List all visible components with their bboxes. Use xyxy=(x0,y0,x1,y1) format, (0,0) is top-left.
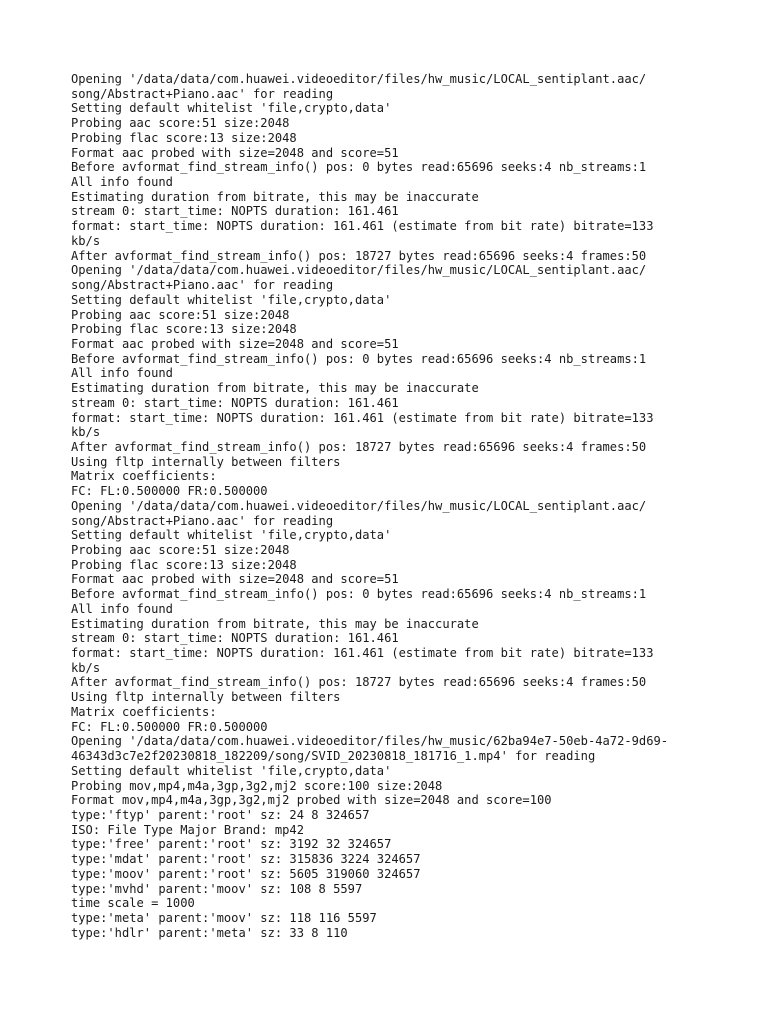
log-line: FC: FL:0.500000 FR:0.500000 xyxy=(71,719,268,734)
log-line: type:'mdat' parent:'root' sz: 315836 3224 324657 xyxy=(71,852,421,867)
log-line: type:'moov' parent:'root' sz: 5605 319060 324657 xyxy=(71,866,421,881)
log-line: Opening '/data/data/com.huawei.videoeditor/files/hw_music/LOCAL_sentiplant.aac/ xyxy=(71,498,647,513)
log-line: Estimating duration from bitrate, this may be inaccurate xyxy=(71,381,479,396)
log-line: Estimating duration from bitrate, this may be inaccurate xyxy=(71,189,479,204)
log-line: format: start_time: NOPTS duration: 161.461 (estimate from bit rate) bitrate=133 xyxy=(71,410,654,425)
log-line: Opening '/data/data/com.huawei.videoeditor/files/hw_music/LOCAL_sentiplant.aac/ xyxy=(71,72,647,86)
log-line: type:'hdlr' parent:'meta' sz: 33 8 110 xyxy=(71,925,348,940)
log-line: Setting default whitelist 'file,crypto,data' xyxy=(71,101,392,116)
log-line: kb/s xyxy=(71,425,101,440)
log-line: stream 0: start_time: NOPTS duration: 161.461 xyxy=(71,204,399,219)
log-line: Probing flac score:13 size:2048 xyxy=(71,130,297,145)
log-line: kb/s xyxy=(71,233,101,248)
log-line: kb/s xyxy=(71,660,101,675)
log-line: Probing mov,mp4,m4a,3gp,3g2,mj2 score:100 size:2048 xyxy=(71,778,443,793)
log-line: Format aac probed with size=2048 and score=51 xyxy=(71,572,399,587)
log-line: Opening '/data/data/com.huawei.videoeditor/files/hw_music/LOCAL_sentiplant.aac/ xyxy=(71,263,647,278)
log-line: Format aac probed with size=2048 and score=51 xyxy=(71,336,399,351)
log-line: song/Abstract+Piano.aac' for reading xyxy=(71,86,334,101)
log-line: Setting default whitelist 'file,crypto,data' xyxy=(71,763,392,778)
log-line: Before avformat_find_stream_info() pos: 0 bytes read:65696 seeks:4 nb_streams:1 xyxy=(71,351,647,366)
log-line: type:'mvhd' parent:'moov' sz: 108 8 5597 xyxy=(71,881,363,896)
log-line: Probing flac score:13 size:2048 xyxy=(71,557,297,572)
log-line: Setting default whitelist 'file,crypto,data' xyxy=(71,292,392,307)
log-line: 46343d3c7e2f20230818_182209/song/SVID_20230818_181716_1.mp4' for reading xyxy=(71,749,596,764)
log-line: type:'free' parent:'root' sz: 3192 32 324657 xyxy=(71,837,392,852)
log-line: Probing flac score:13 size:2048 xyxy=(71,322,297,337)
log-line: All info found xyxy=(71,601,173,616)
log-line: Using fltp internally between filters xyxy=(71,454,341,469)
log-line: time scale = 1000 xyxy=(71,896,195,911)
log-line: Before avformat_find_stream_info() pos: 0 bytes read:65696 seeks:4 nb_streams:1 xyxy=(71,587,647,602)
log-line: Using fltp internally between filters xyxy=(71,690,341,705)
log-line: song/Abstract+Piano.aac' for reading xyxy=(71,278,334,293)
log-line: Format mov,mp4,m4a,3gp,3g2,mj2 probed with size=2048 and score=100 xyxy=(71,793,552,808)
log-line: type:'ftyp' parent:'root' sz: 24 8 324657 xyxy=(71,807,370,822)
log-line: Probing aac score:51 size:2048 xyxy=(71,307,290,322)
log-line: Matrix coefficients: xyxy=(71,704,217,719)
log-line: format: start_time: NOPTS duration: 161.461 (estimate from bit rate) bitrate=133 xyxy=(71,219,654,234)
log-line: Opening '/data/data/com.huawei.videoeditor/files/hw_music/62ba94e7-50eb-4a72-9d69- xyxy=(71,734,669,749)
log-line: After avformat_find_stream_info() pos: 18727 bytes read:65696 seeks:4 frames:50 xyxy=(71,248,647,263)
log-line: All info found xyxy=(71,366,173,381)
log-line: stream 0: start_time: NOPTS duration: 161.461 xyxy=(71,395,399,410)
log-line: stream 0: start_time: NOPTS duration: 161.461 xyxy=(71,631,399,646)
log-line: type:'meta' parent:'moov' sz: 118 116 5597 xyxy=(71,910,377,925)
log-line: format: start_time: NOPTS duration: 161.461 (estimate from bit rate) bitrate=133 xyxy=(71,646,654,661)
log-line: Format aac probed with size=2048 and score=51 xyxy=(71,145,399,160)
log-line: Estimating duration from bitrate, this may be inaccurate xyxy=(71,616,479,631)
log-line: After avformat_find_stream_info() pos: 18727 bytes read:65696 seeks:4 frames:50 xyxy=(71,675,647,690)
log-line: Matrix coefficients: xyxy=(71,469,217,484)
log-text xyxy=(71,72,731,940)
log-line: Probing aac score:51 size:2048 xyxy=(71,116,290,131)
log-line: song/Abstract+Piano.aac' for reading xyxy=(71,513,334,528)
log-line: All info found xyxy=(71,175,173,190)
log-line: Probing aac score:51 size:2048 xyxy=(71,543,290,557)
log-line: After avformat_find_stream_info() pos: 18727 bytes read:65696 seeks:4 frames:50 xyxy=(71,439,647,454)
log-line: FC: FL:0.500000 FR:0.500000 xyxy=(71,484,268,499)
log-line: Before avformat_find_stream_info() pos: 0 bytes read:65696 seeks:4 nb_streams:1 xyxy=(71,160,647,175)
log-line: Setting default whitelist 'file,crypto,data' xyxy=(71,528,392,543)
log-line: ISO: File Type Major Brand: mp42 xyxy=(71,822,304,837)
